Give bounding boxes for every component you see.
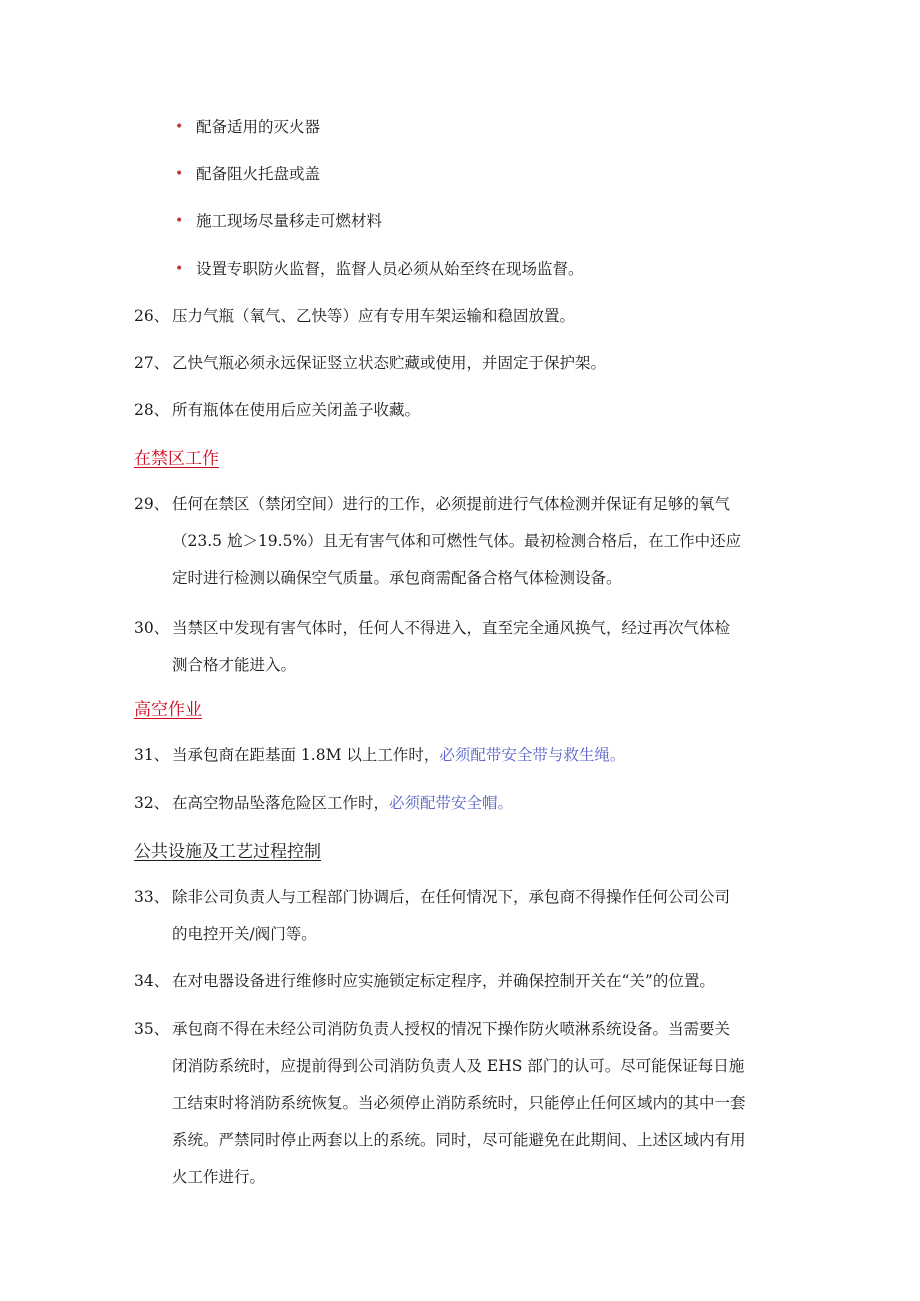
- item-text: 所有瓶体在使用后应关闭盖子收藏。: [172, 401, 421, 419]
- item-number: 30、: [134, 619, 170, 637]
- bullet-text: 配备阻火托盘或盖: [196, 165, 321, 183]
- item-text-line: 除非公司负责人与工程部门协调后，在任何情况下，承包商不得操作任何公司公司: [172, 888, 731, 906]
- item-text: 在高空物品坠落危险区工作时，: [172, 794, 390, 812]
- item-number: 35、: [134, 1020, 170, 1038]
- item-text-line: 承包商不得在未经公司消防负责人授权的情况下操作防火喷淋系统设备。当需要关: [172, 1020, 731, 1038]
- item-number: 33、: [134, 888, 170, 906]
- section-heading-height: 高空作业: [134, 700, 202, 720]
- item-text: 压力气瓶（氧气、乙快等）应有专用车架运输和稳固放置。: [172, 307, 576, 325]
- bullet-text: 设置专职防火监督，监督人员必须从始至终在现场监督。: [196, 260, 584, 278]
- bullet-icon: •: [175, 166, 184, 182]
- item-text-line: 定时进行检测以确保空气质量。承包商需配备合格气体检测设备。: [172, 569, 622, 587]
- item-number: 31、: [134, 746, 170, 764]
- item-number: 27、: [134, 354, 170, 372]
- item-text-line: 闭消防系统时，应提前得到公司消防负责人及 EHS 部门的认可。尽可能保证每日施: [172, 1057, 745, 1075]
- item-text-line: 测合格才能进入。: [172, 656, 297, 674]
- item-number: 28、: [134, 401, 170, 419]
- item-highlight: 必须配带安全帽。: [389, 794, 514, 812]
- item-text-line: 系统。严禁同时停止两套以上的系统。同时，尽可能避免在此期间、上述区域内有用: [172, 1131, 746, 1149]
- item-number: 29、: [134, 495, 170, 513]
- list-item: [134, 610, 794, 684]
- item-text-line: 火工作进行。: [172, 1168, 266, 1186]
- item-text-line: 任何在禁区（禁闭空间）进行的工作，必须提前进行气体检测并保证有足够的氧气: [172, 495, 731, 513]
- bullet-text: 配备适用的灭火器: [196, 118, 321, 136]
- item-number: 32、: [134, 794, 170, 812]
- item-number: 26、: [134, 307, 170, 325]
- item-text-line: 工结束时将消防系统恢复。当必须停止消防系统时，只能停止任何区域内的其中一套: [172, 1094, 746, 1112]
- list-item: [134, 879, 794, 953]
- item-text: 在对电器设备进行维修时应实施锁定标定程序，并确保控制开关在“关”的位置。: [172, 972, 715, 990]
- bullet-icon: •: [175, 119, 184, 135]
- item-text-line: 当禁区中发现有害气体时，任何人不得进入，直至完全通风换气，经过再次气体检: [172, 619, 731, 637]
- list-item: [134, 737, 794, 774]
- list-item: [134, 345, 794, 382]
- section-heading-utilities: 公共设施及工艺过程控制: [134, 842, 321, 862]
- list-item: [134, 392, 794, 429]
- bullet-icon: •: [175, 261, 184, 277]
- list-item: [134, 785, 794, 822]
- item-text: 乙快气瓶必须永远保证竖立状态贮藏或使用，并固定于保护架。: [172, 354, 607, 372]
- bullet-icon: •: [175, 213, 184, 229]
- bullet-text: 施工现场尽量移走可燃材料: [196, 212, 383, 230]
- item-highlight: 必须配带安全带与救生绳。: [439, 746, 626, 764]
- list-item: [134, 298, 794, 335]
- list-item: [134, 486, 794, 597]
- list-item: [134, 963, 794, 1000]
- item-text-line: （23.5 尬＞19.5%）且无有害气体和可燃性气体。最初检测合格后，在工作中还应: [172, 532, 742, 550]
- item-number: 34、: [134, 972, 170, 990]
- section-heading-confined: 在禁区工作: [134, 449, 219, 469]
- item-text-line: 的电控开关/阀门等。: [172, 925, 317, 943]
- item-text: 当承包商在距基面 1.8M 以上工作时，: [172, 746, 440, 764]
- list-item: [134, 1011, 794, 1196]
